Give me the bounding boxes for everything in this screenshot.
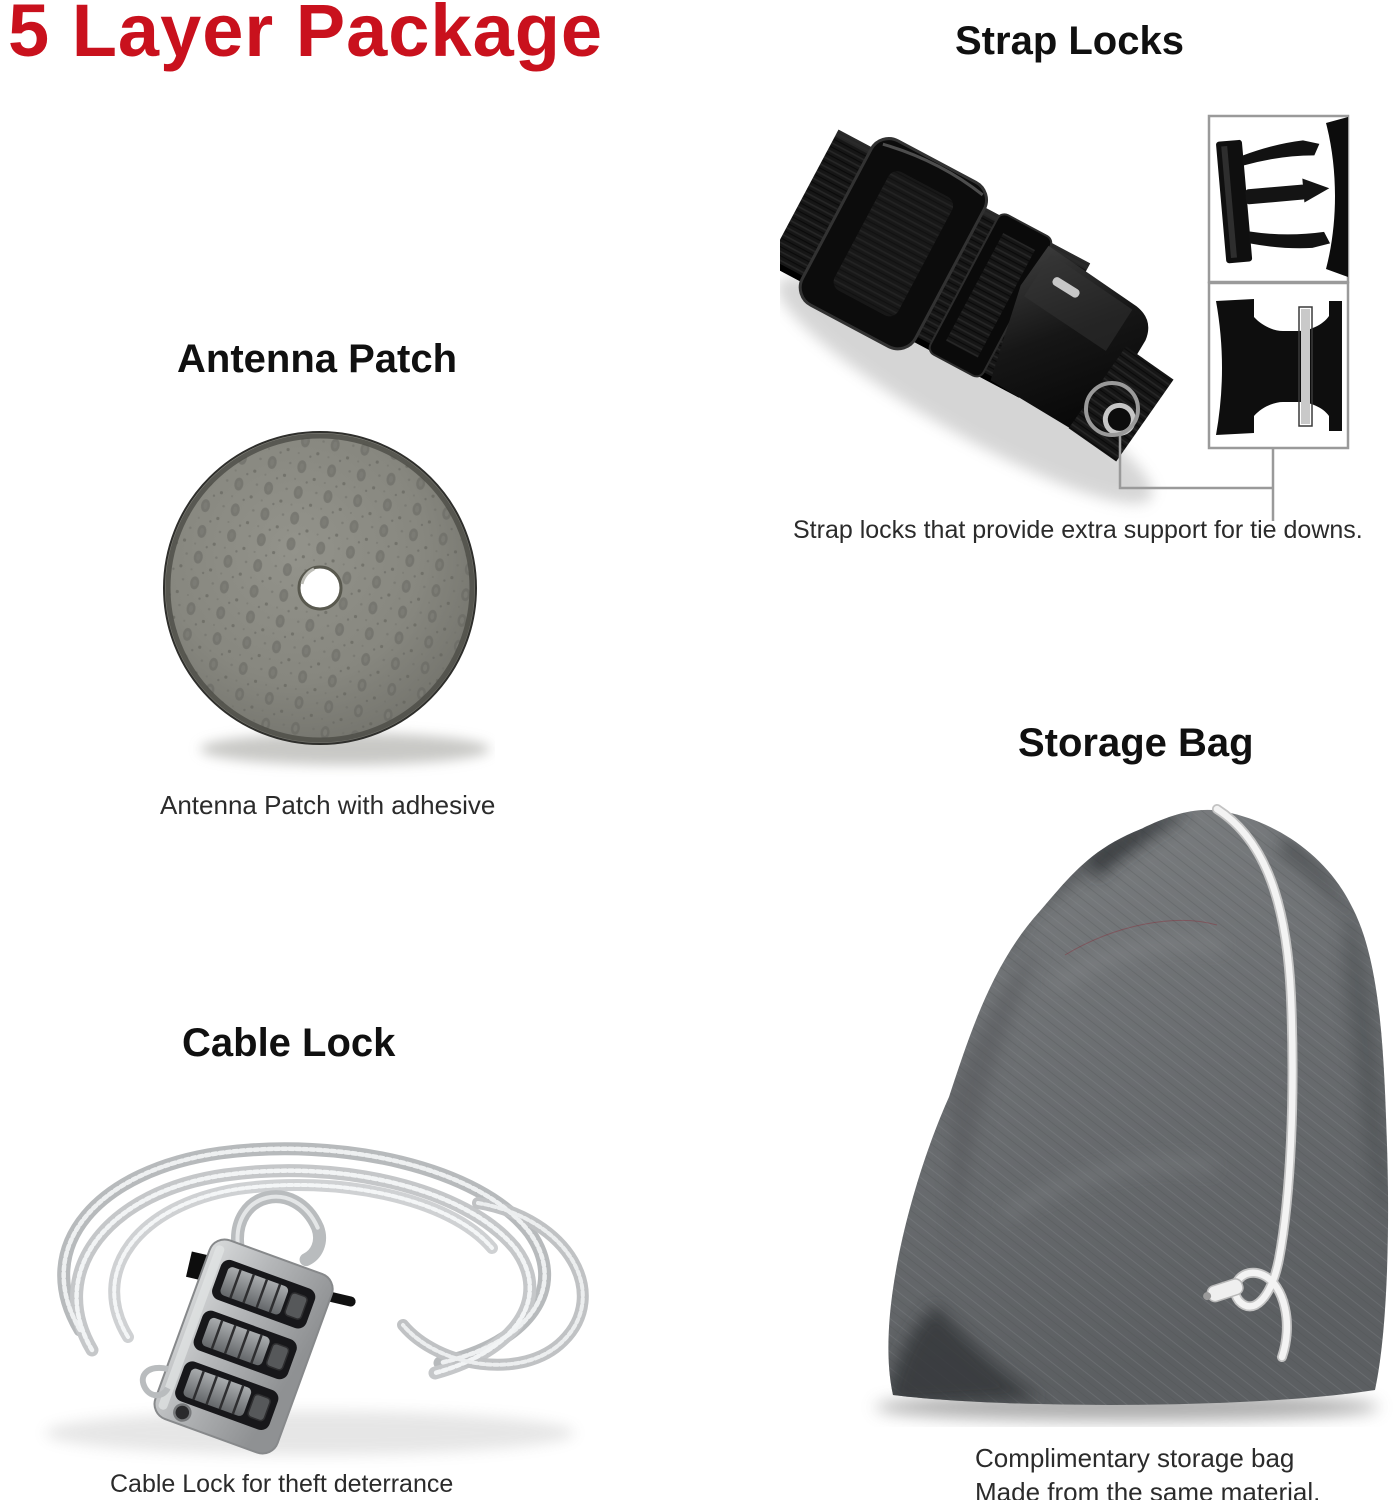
storage-bag-caption [975, 1441, 1320, 1500]
storage-bag-photo [855, 795, 1394, 1427]
buckle-inset-bottom [1209, 283, 1348, 448]
cable-lock-photo [10, 1085, 630, 1475]
page-title: 5 Layer Package [8, 0, 604, 72]
cable-shadow [45, 1411, 575, 1455]
cable-lock-caption: Cable Lock for theft deterrance [110, 1470, 454, 1498]
steel-cable [64, 1149, 583, 1373]
disc-center-hole [299, 567, 341, 609]
strap-locks-photo [780, 95, 1394, 535]
buckle-inset-top [1209, 116, 1348, 282]
storage-bag-heading: Storage Bag [1018, 721, 1254, 765]
antenna-patch-caption: Antenna Patch with adhesive [160, 790, 496, 820]
strap-locks-caption: Strap locks that provide extra support for tie downs. [793, 516, 1363, 544]
antenna-patch-photo [150, 412, 495, 777]
cable-lock-heading: Cable Lock [182, 1021, 396, 1065]
storage-bag-caption-line2: Made from the same material. [975, 1477, 1321, 1500]
drawstring-bag [855, 795, 1394, 1427]
storage-bag-caption-line1: Complimentary storage bag [975, 1443, 1295, 1473]
antenna-patch-heading: Antenna Patch [177, 337, 458, 381]
strap-locks-heading: Strap Locks [955, 19, 1184, 63]
